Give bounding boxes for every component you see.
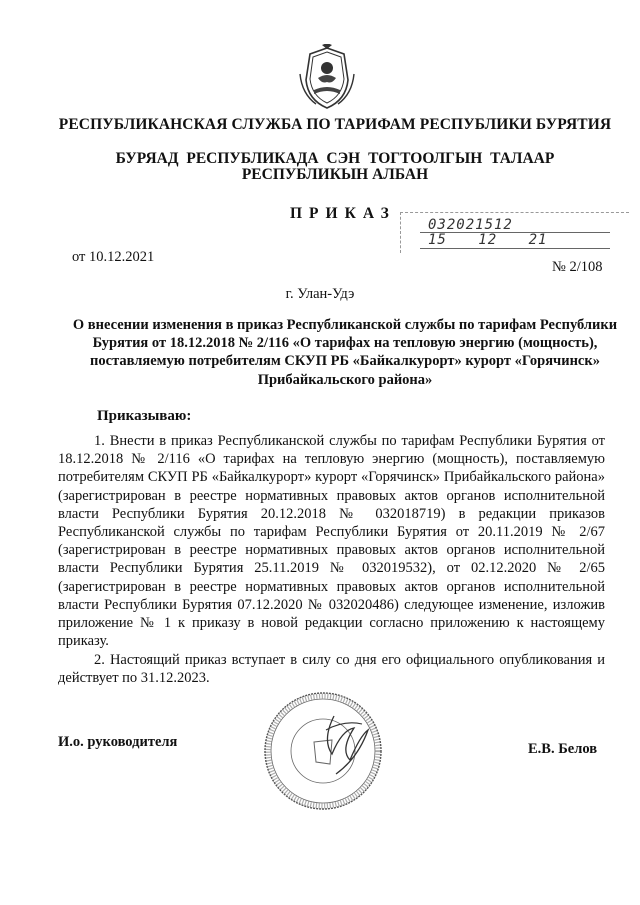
order-city: г. Улан-Удэ	[285, 286, 355, 302]
agency-title-bua-line1: БУРЯАД РЕСПУБЛИКАДА СЭН ТОГТООЛГЫН ТАЛААР	[115, 150, 555, 167]
signer-name: Е.В. Белов	[528, 741, 598, 757]
order-paragraph-2: 2. Настоящий приказ вступает в силу со дня его официального опубликования и действует по 31.12.2023.	[58, 652, 605, 687]
signer-position: И.о. руководителя	[58, 734, 178, 750]
order-date: от 10.12.2021	[72, 249, 155, 265]
order-subject: О внесении изменения в приказ Республиканской службы по тарифам Республики Бурятия от 18.12.2018 № 2/116 «О тарифах на тепловую энергию (мощность), поставляемую потребителям СКУП РБ «Байкалкурорт» курорт «Горячинск» Прибайкальского района»	[72, 317, 618, 388]
order-paragraph-1: 1. Внести в приказ Республиканской службы по тарифам Республики Бурятия от 18.12.2018 № 2/116 «О тарифах на тепловую энергию (мощность), поставляемую потребителям СКУП РБ «Байкалкурорт» курорт «Горячинск» Прибайкальского района» (зарегистрирован в реестре нормативных правовых актов органов исполнительной власти Республики Бурятия 20.12.2018 № 032018719) в редакции приказов Республиканской службы по тарифам Республики Бурятия от 20.11.2019 № 2/67 (зарегистрирован в реестре нормативных правовых актов органов исполнительной власти Республики Бурятия 25.11.2019 № 032019532), от 02.12.2020 № 2/65 (зарегистрирован в реестре нормативных правовых актов органов исполнительной власти Республики Бурятия 07.12.2020 № 032020486) следующее изменение, изложив приложение № 1 к приказу в новой редакции согласно приложению к настоящему приказу.	[58, 433, 605, 650]
registration-day: 15	[428, 232, 447, 248]
registration-number: 032021512	[428, 217, 513, 233]
registration-date	[428, 232, 547, 248]
agency-title-ru: РЕСПУБЛИКАНСКАЯ СЛУЖБА ПО ТАРИФАМ РЕСПУБЛИКИ БУРЯТИЯ	[58, 116, 612, 133]
registration-underline	[420, 248, 610, 249]
official-seal-icon	[262, 690, 384, 812]
document-type: ПРИКАЗ	[290, 205, 396, 222]
registration-month: 12	[478, 232, 498, 248]
coat-of-arms-icon	[296, 44, 358, 112]
order-number: № 2/108	[552, 259, 603, 275]
handwritten-signature-icon	[326, 716, 368, 774]
registration-year: 21	[528, 232, 548, 248]
agency-title-bua-line2: РЕСПУБЛИКЫН АЛБАН	[241, 166, 429, 183]
orders-heading: Приказываю:	[97, 408, 192, 424]
